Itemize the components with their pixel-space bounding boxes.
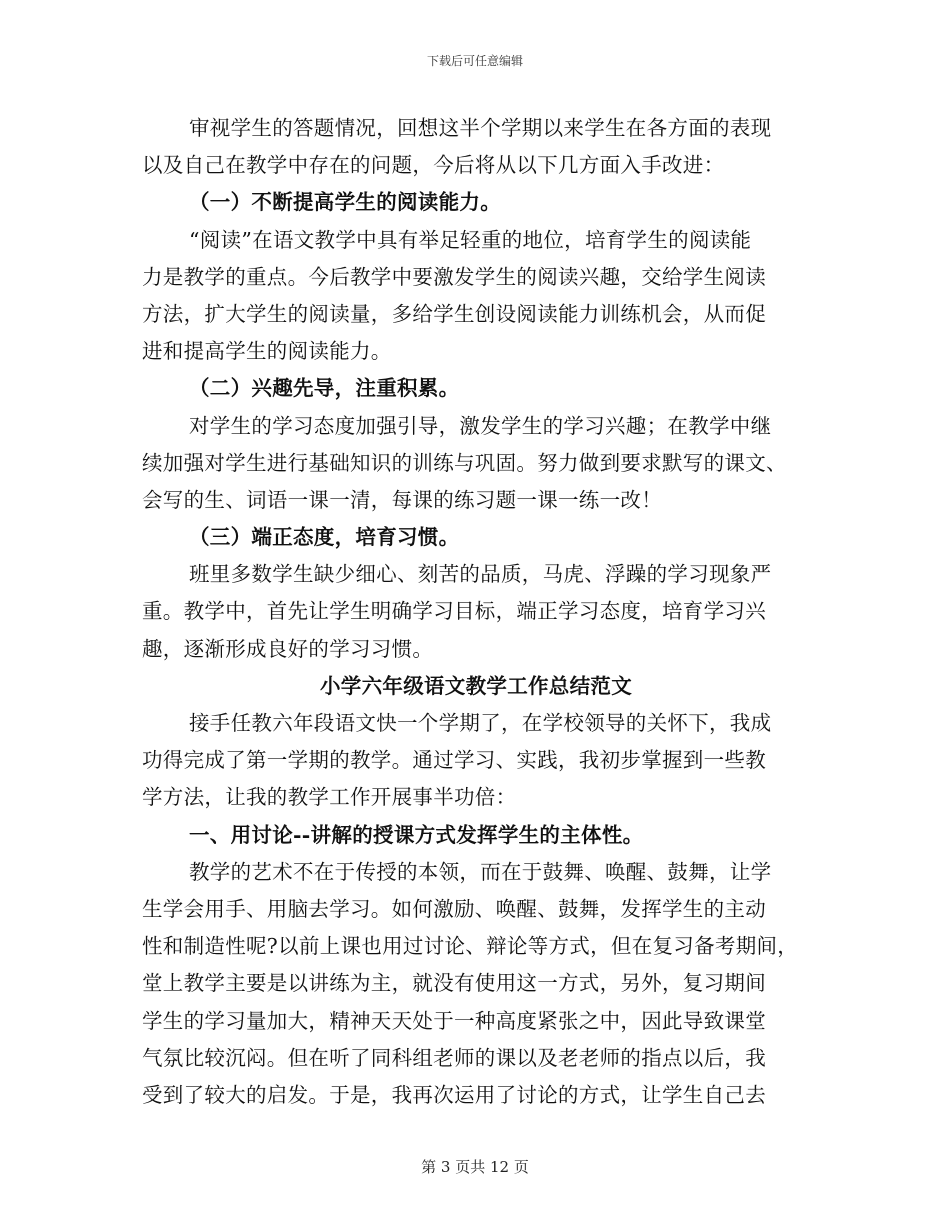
paragraph-line: “阅读”在语文教学中具有举足轻重的地位，培育学生的阅读能 xyxy=(189,227,752,252)
paragraph-line: 学方法，让我的教学工作开展事半功倍： xyxy=(142,785,517,810)
page-header-note: 下载后可任意编辑 xyxy=(426,54,523,68)
paragraph-line: 以及自己在教学中存在的问题，今后将从以下几方面入手改进： xyxy=(142,153,725,178)
section-title: 小学六年级语文教学工作总结范文 xyxy=(320,673,632,698)
paragraph-line: 续加强对学生进行基础知识的训练与巩固。努力做到要求默写的课文、 xyxy=(142,450,787,475)
paragraph-line: 趣，逐渐形成良好的学习习惯。 xyxy=(142,636,434,661)
paragraph-line: 气氛比较沉闷。但在听了同科组老师的课以及老老师的指点以后，我 xyxy=(142,1045,766,1070)
section-heading: （三）端正态度，培育习惯。 xyxy=(189,525,460,550)
section-heading: 一、用讨论--讲解的授课方式发挥学生的主体性。 xyxy=(189,822,644,847)
page-number: 第 3 页共 12 页 xyxy=(421,1158,529,1176)
paragraph-line: 生学会用手、用脑去学习。如何激励、唤醒、鼓舞，发挥学生的主动 xyxy=(142,896,766,921)
document-body xyxy=(142,110,810,1114)
paragraph-line: 对学生的学习态度加强引导，激发学生的学习兴趣；在教学中继 xyxy=(189,413,772,438)
paragraph-line: 功得完成了第一学期的教学。通过学习、实践，我初步掌握到一些教 xyxy=(142,748,766,773)
paragraph-line: 班里多数学生缺少细心、刻苦的品质，马虎、浮躁的学习现象严 xyxy=(189,562,772,587)
paragraph-line: 进和提高学生的阅读能力。 xyxy=(142,339,392,364)
paragraph-line: 性和制造性呢?以前上课也用过讨论、辩论等方式，但在复习备考期间， xyxy=(142,934,799,959)
paragraph-line: 重。教学中，首先让学生明确学习目标，端正学习态度，培育学习兴 xyxy=(142,599,766,624)
paragraph-line: 接手任教六年段语文快一个学期了，在学校领导的关怀下，我成 xyxy=(189,711,772,735)
section-heading: （一）不断提高学生的阅读能力。 xyxy=(189,190,501,215)
paragraph-line: 教学的艺术不在于传授的本领，而在于鼓舞、唤醒、鼓舞，让学 xyxy=(189,859,772,884)
paragraph-line: 堂上教学主要是以讲练为主，就没有使用这一方式，另外，复习期间 xyxy=(142,971,766,996)
paragraph-line: 审视学生的答题情况，回想这半个学期以来学生在各方面的表现 xyxy=(189,116,772,140)
paragraph-line: 学生的学习量加大，精神天天处于一种高度紧张之中，因此导致课堂 xyxy=(142,1008,766,1033)
paragraph-line: 受到了较大的启发。于是，我再次运用了讨论的方式，让学生自己去 xyxy=(142,1082,766,1107)
paragraph-line: 力是教学的重点。今后教学中要激发学生的阅读兴趣，交给学生阅读 xyxy=(142,264,766,289)
paragraph-line: 方法，扩大学生的阅读量，多给学生创设阅读能力训练机会，从而促 xyxy=(142,301,766,326)
section-heading: （二）兴趣先导，注重积累。 xyxy=(189,376,460,401)
paragraph-line: 会写的生、词语一课一清，每课的练习题一课一练一改！ xyxy=(142,487,662,512)
